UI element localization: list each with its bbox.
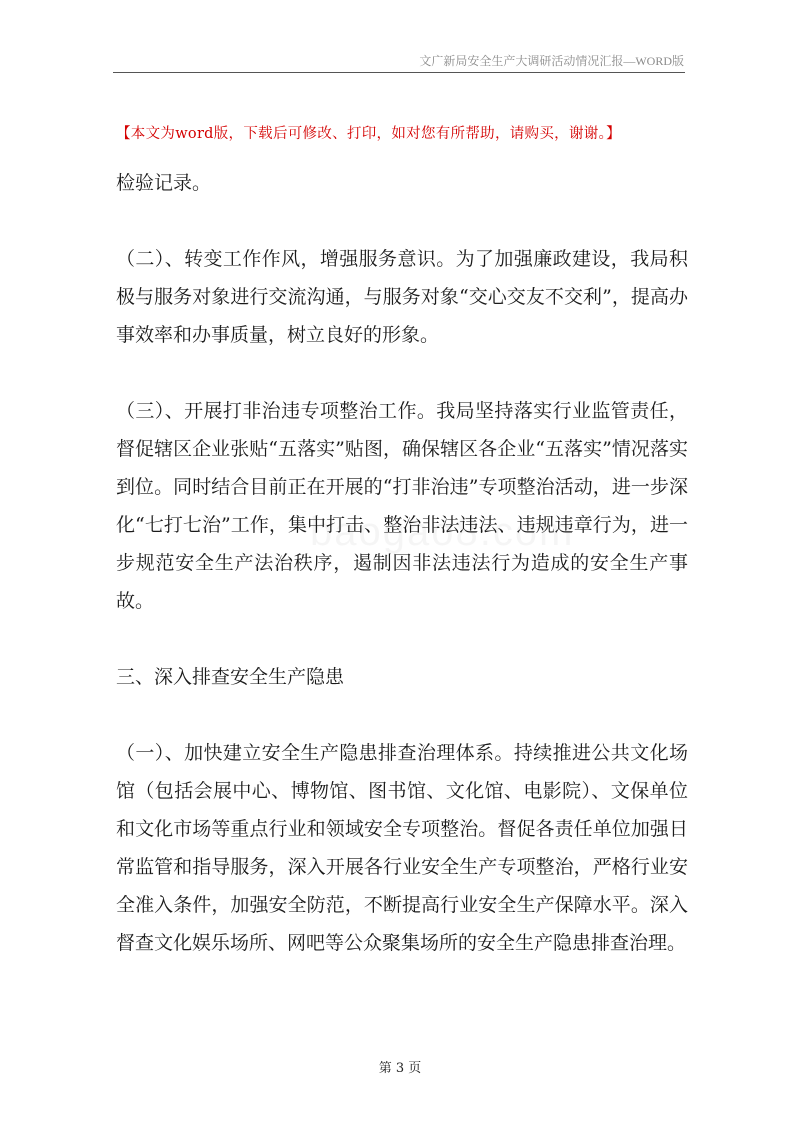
paragraph: （二）、转变工作作风，增强服务意识。为了加强廉政建设，我局积极与服务对象进行交流沟通，与服务对象“交心交友不交利”，提高办事效率和办事质量，树立良好的形象。 [116,248,688,346]
paragraph: （一）、加快建立安全生产隐患排查治理体系。持续推进公共文化场馆（包括会展中心、博物馆、图书馆、文化馆、电影院）、文保单位和文化市场等重点行业和领域安全专项整治。督促各责任单位加强日常监管和指导服务，深入开展各行业安全生产专项整治，严格行业安全准入条件，加强安全防范，不断提高行业安全生产保障水平。深入督查文化娱乐场所、网吧等公众聚集场所的安全生产隐患排查治理。 [116,742,688,954]
download-notice: 【本文为word版，下载后可修改、打印，如对您有所帮助，请购买，谢谢。】 [116,126,621,142]
section-heading: 三、深入排查安全生产隐患 [116,666,345,688]
document-body [116,164,688,1000]
paragraph: （三）、开展打非治违专项整治工作。我局坚持落实行业监管责任，督促辖区企业张贴“五落实”贴图，确保辖区各企业“五落实”情况落实到位。同时结合目前正在开展的“打非治违”专项整治活动，进一步深化“七打七治”工作，集中打击、整治非法违法、违规违章行为，进一步规范安全生产法治秩序，遏制因非法违法行为造成的安全生产事故。 [116,400,688,612]
header-divider [113,72,685,73]
page-number: 第 3 页 [378,1061,422,1076]
paragraph: 检验记录。 [116,172,212,194]
page-header-title: 文广新局安全生产大调研活动情况汇报—WORD版 [419,54,684,68]
